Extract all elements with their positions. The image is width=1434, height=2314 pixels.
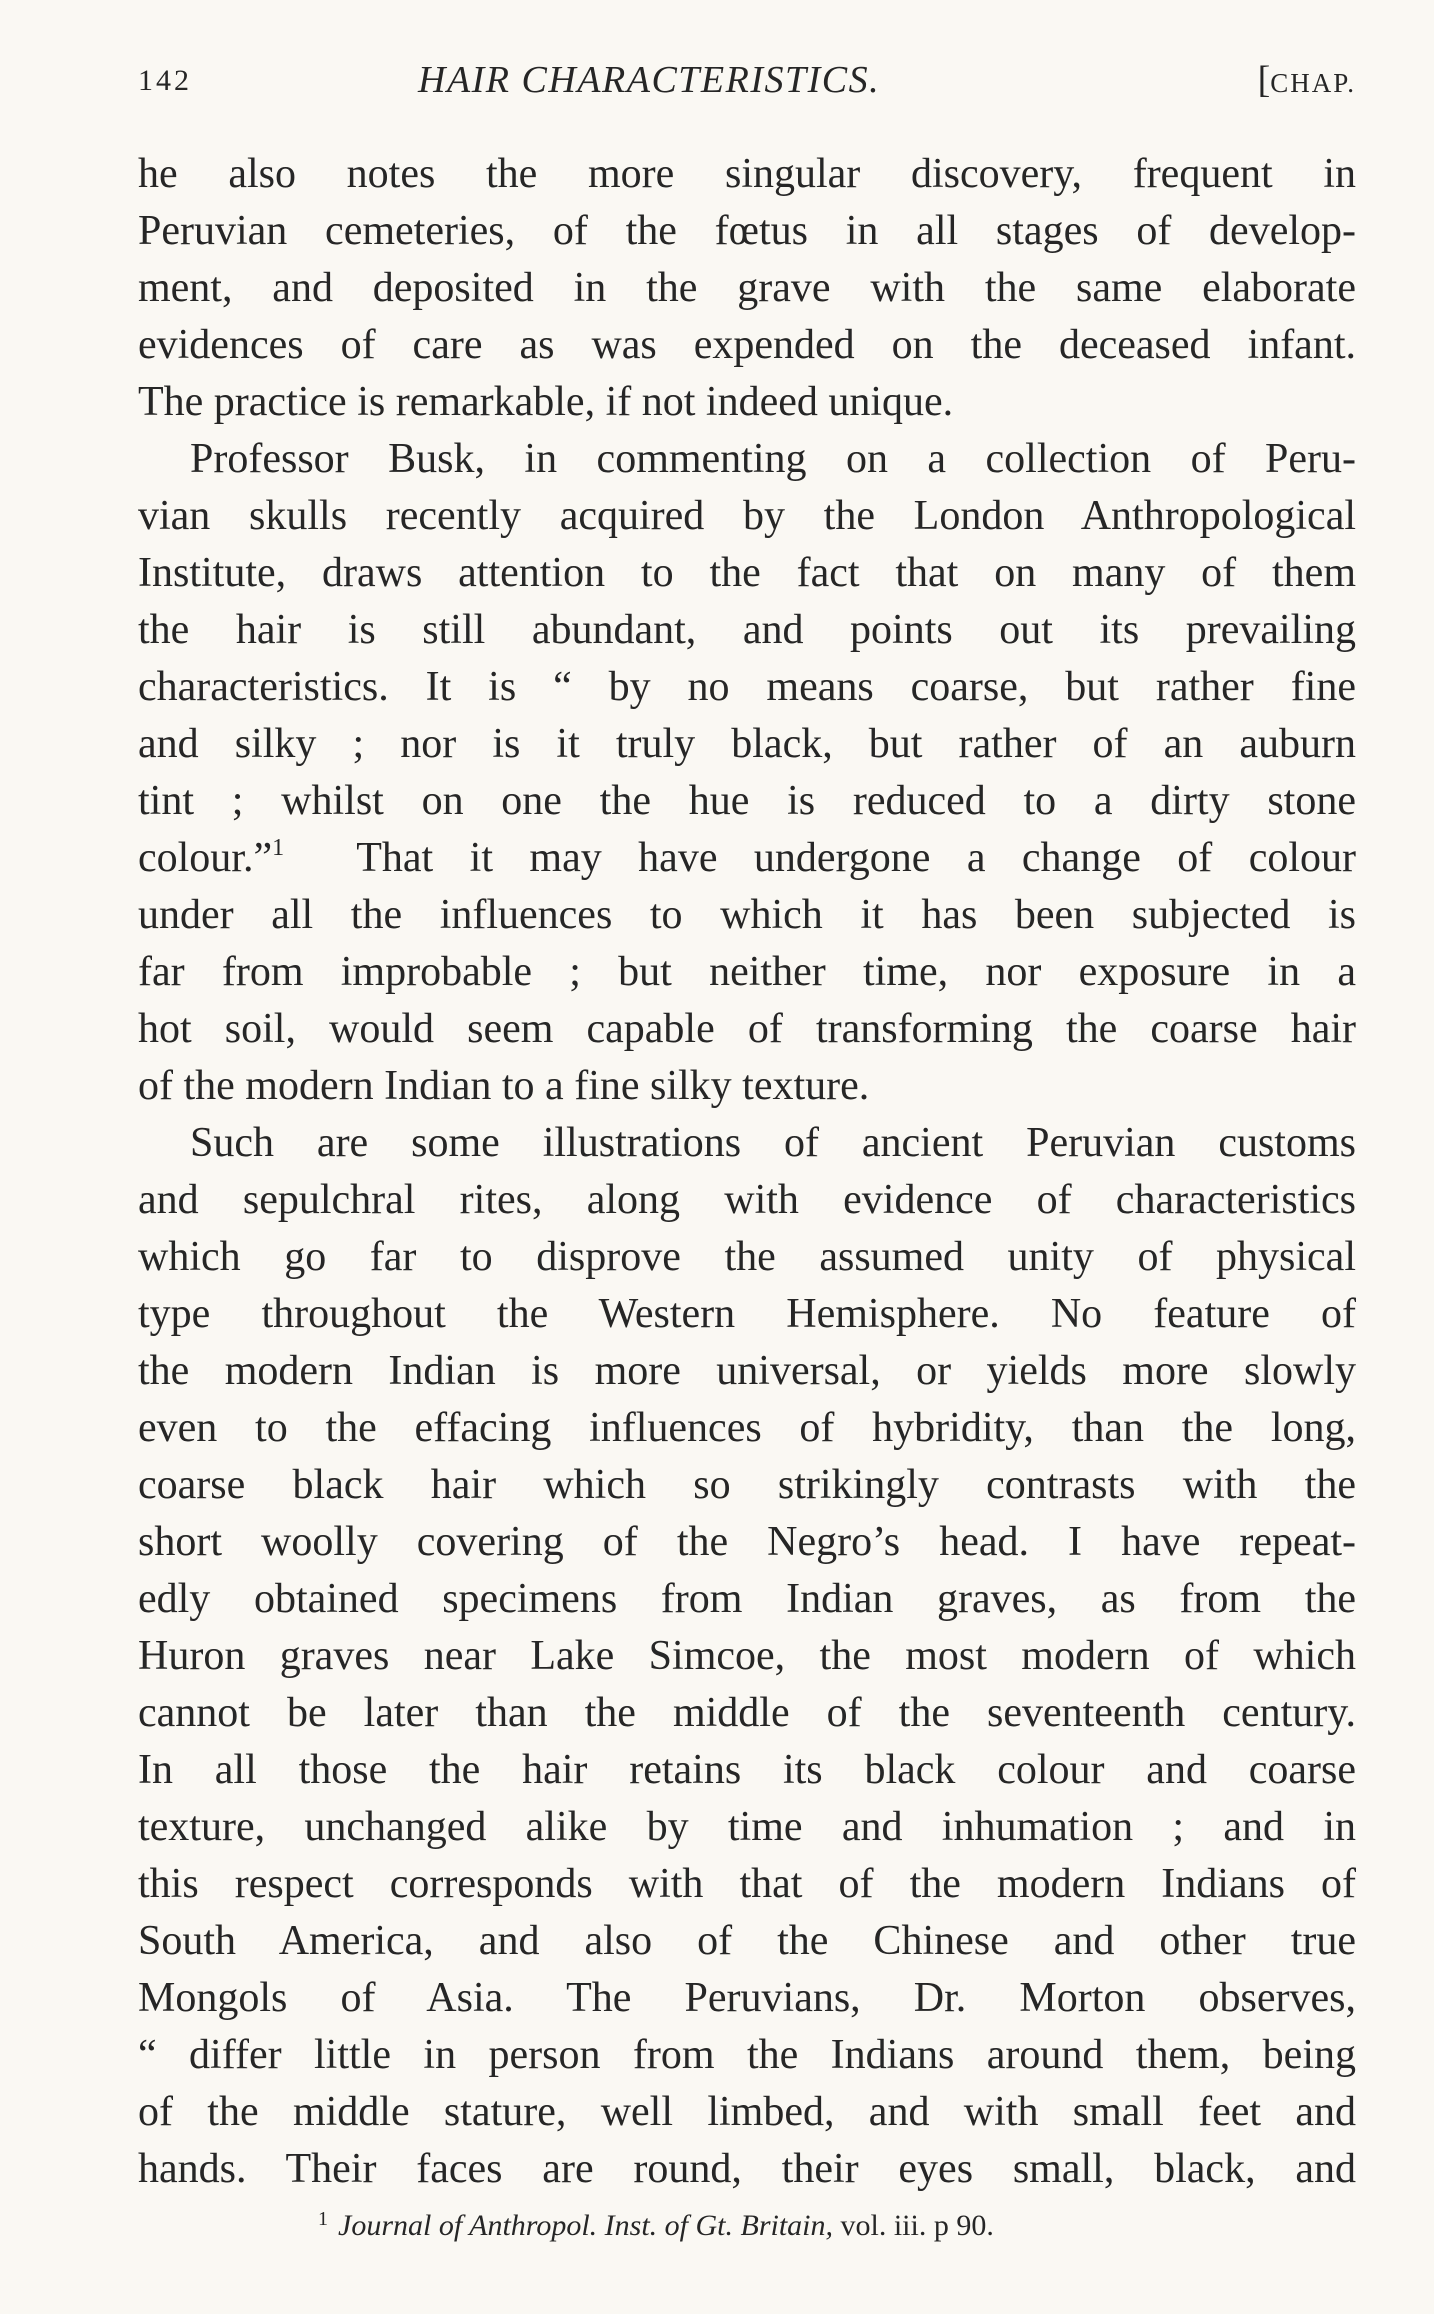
- footnote-citation: vol. iii. p 90.: [840, 2209, 994, 2242]
- footnote: [318, 2208, 994, 2243]
- running-title: HAIR CHARACTERISTICS.: [418, 59, 881, 101]
- text-line: the hair is still abundant, and points out its prevailing: [138, 607, 1356, 653]
- text-line: vian skulls recently acquired by the London Anthropological: [138, 493, 1356, 539]
- chapter-abbrev: CHAP.: [1270, 68, 1356, 98]
- text-line: this respect corresponds with that of the modern Indians of: [138, 1861, 1356, 1907]
- text-line: ment, and deposited in the grave with the same elaborate: [138, 265, 1356, 311]
- text-line: Mongols of Asia. The Peruvians, Dr. Morton observes,: [138, 1975, 1356, 2021]
- text-line: hot soil, would seem capable of transforming the coarse hair: [138, 1006, 1356, 1052]
- text-line: short woolly covering of the Negro’s head. I have repeat-: [138, 1519, 1356, 1565]
- footnote-reference: 1: [272, 835, 285, 861]
- text-line: evidences of care as was expended on the deceased infant.: [138, 322, 1356, 368]
- text-line: and sepulchral rites, along with evidence of characteristics: [138, 1177, 1356, 1223]
- text-line: of the middle stature, well limbed, and with small feet and: [138, 2089, 1356, 2135]
- text-line: cannot be later than the middle of the seventeenth century.: [138, 1690, 1356, 1736]
- text-line: Huron graves near Lake Simcoe, the most modern of which: [138, 1633, 1356, 1679]
- text-line: which go far to disprove the assumed unity of physical: [138, 1234, 1356, 1280]
- page-header: [138, 52, 1356, 112]
- text-line: The practice is remarkable, if not indeed unique.: [138, 379, 954, 425]
- text-line: South America, and also of the Chinese and other true: [138, 1918, 1356, 1964]
- footnote-journal: Journal of Anthropol. Inst. of Gt. Britain,: [338, 2209, 834, 2242]
- text-line: under all the influences to which it has been subjected is: [138, 892, 1356, 938]
- text-line: hands. Their faces are round, their eyes small, black, and: [138, 2146, 1356, 2192]
- text-line: “ differ little in person from the Indians around them, being: [138, 2032, 1356, 2078]
- body-text: [138, 146, 1356, 2198]
- text-line: Institute, draws attention to the fact that on many of them: [138, 550, 1356, 596]
- text-line: edly obtained specimens from Indian graves, as from the: [138, 1576, 1356, 1622]
- chapter-label: [1258, 58, 1356, 102]
- text-line: coarse black hair which so strikingly contrasts with the: [138, 1462, 1356, 1508]
- text-line: he also notes the more singular discovery, frequent in: [138, 151, 1356, 197]
- text-fragment: colour.”: [138, 835, 273, 881]
- text-line: Professor Busk, in commenting on a collection of Peru-: [190, 436, 1356, 482]
- text-line: far from improbable ; but neither time, nor exposure in a: [138, 949, 1356, 995]
- text-line: and silky ; nor is it truly black, but rather of an auburn: [138, 721, 1356, 767]
- text-line: tint ; whilst on one the hue is reduced to a dirty stone: [138, 778, 1356, 824]
- text-line: even to the effacing influences of hybridity, than the long,: [138, 1405, 1356, 1451]
- text-line: of the modern Indian to a fine silky texture.: [138, 1063, 870, 1109]
- text-fragment: That it may have undergone a change of colour: [356, 835, 1356, 881]
- text-line: type throughout the Western Hemisphere. No feature of: [138, 1291, 1356, 1337]
- chapter-bracket: [: [1257, 59, 1271, 101]
- footnote-mark: 1: [318, 2208, 328, 2230]
- text-line: texture, unchanged alike by time and inhumation ; and in: [138, 1804, 1356, 1850]
- text-line: In all those the hair retains its black colour and coarse: [138, 1747, 1356, 1793]
- text-line: Peruvian cemeteries, of the fœtus in all stages of develop-: [138, 208, 1356, 254]
- text-line: Such are some illustrations of ancient Peruvian customs: [190, 1120, 1356, 1166]
- text-line: the modern Indian is more universal, or yields more slowly: [138, 1348, 1356, 1394]
- page-number: 142: [138, 64, 192, 97]
- text-line-with-footnote: [138, 830, 1356, 887]
- text-line: characteristics. It is “ by no means coarse, but rather fine: [138, 664, 1356, 710]
